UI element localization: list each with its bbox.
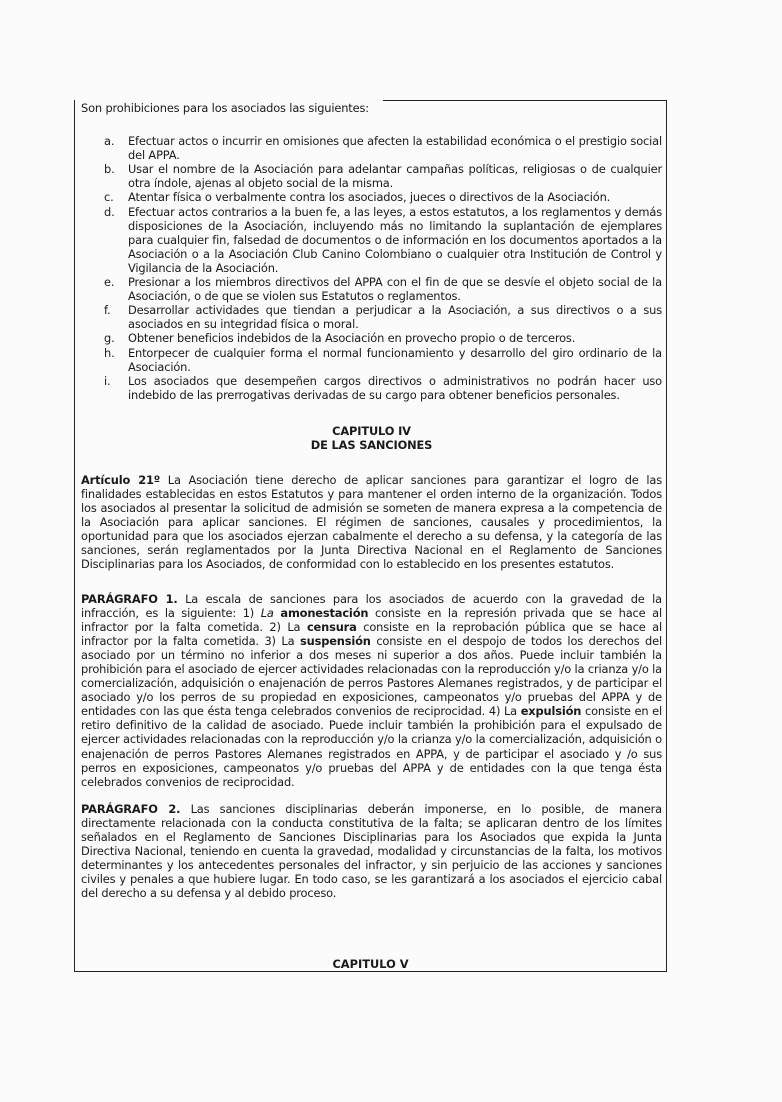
paragraph-text: consiste en la reprobación pública que se hace al infractor por la falta cometida. 3) La: [81, 619, 662, 648]
chapter-heading-next: CAPITULO V: [332, 957, 409, 971]
document-body: [81, 101, 662, 901]
list-letter: g.: [104, 331, 115, 346]
article-21: [81, 473, 662, 572]
list-item: [81, 346, 662, 374]
list-item-text: Atentar física o verbalmente contra los asociados, jueces o directivos de la Asociación.: [128, 190, 611, 205]
paragraph-text-italic: La: [260, 605, 274, 620]
paragraph-text: consiste en el despojo de todos los derechos del asociado por un término no inferior a dos meses ni superior a dos años. Puede incluir también la prohibición para el asociado de ejercer actividades relacionadas con la reproducción y/o la crianza y/o la comercialización, adquisición o enajenación de perros Pastores Alemanes registrados, y de participar el asociado y/o los perros de su propiedad en exposiciones, campeonatos y/o pruebas del APPA y de entidades con las que ésta tenga celebrados convenios de reciprocidad. 4) La: [81, 633, 662, 719]
chapter-number: CAPITULO IV: [332, 423, 411, 438]
list-item: [81, 134, 662, 162]
list-letter: e.: [104, 275, 115, 290]
list-letter: h.: [104, 345, 115, 360]
term-expulsion: expulsión: [520, 704, 582, 719]
list-item-text: Entorpecer de cualquier forma el normal funcionamiento y desarrollo del giro ordinario de la Asociación.: [128, 345, 662, 374]
prohibitions-list: [81, 134, 662, 402]
list-item-text: Los asociados que desempeñen cargos directivos o administrativos no podrán hacer uso indebido de las prerrogativas derivadas de su cargo para obtener beneficios personales.: [128, 373, 662, 402]
list-item-text: Efectuar actos o incurrir en omisiones que afecten la estabilidad económica o el prestigio social del APPA.: [128, 134, 662, 163]
paragraph-text: Las sanciones disciplinarias deberán imponerse, en lo posible, de manera directamente relacionada con la conducta constitutiva de la falta; se aplicaran dentro de los límites señalados en el Reglamento de Sanciones Disciplinarias para los Asociados que expida la Junta Directiva Nacional, teniendo en cuenta la gravedad, modalidad y circunstancias de la falta, los motivos determinantes y los antecedentes personales del infractor, y sin perjuicio de las acciones y sanciones civiles y penales a que hubiere lugar. En todo caso, se les garantizará a los asociados el ejercicio cabal del derecho a su defensa y al debido proceso.: [81, 801, 662, 901]
paragraph-label: PARÁGRAFO 2.: [81, 801, 181, 816]
list-item: [81, 374, 662, 402]
list-letter: i.: [104, 373, 111, 388]
list-item-text: Obtener beneficios indebidos de la Asociación en provecho propio o de terceros.: [128, 331, 576, 346]
paragraph-label: PARÁGRAFO 1.: [81, 591, 178, 606]
list-letter: a.: [104, 134, 115, 149]
chapter-heading: [81, 424, 662, 453]
paragraph-1: [81, 592, 662, 789]
term-amonestacion: amonestación: [280, 605, 369, 620]
list-letter: b.: [104, 162, 115, 177]
list-letter: f.: [104, 303, 111, 318]
paragraph-text: consiste en la represión privada que se hace al infractor por la falta cometida. 2) La: [81, 605, 662, 634]
list-letter: c.: [104, 190, 114, 205]
list-letter: d.: [104, 204, 115, 219]
list-item-text: Efectuar actos contrarios a la buen fe, a las leyes, a estos estatutos, a los reglamentos y demás disposiciones de la Asociación, incluyendo más no limitando la suplantación de ejemplares para cualquier fin, falsedad de documentos o de información en los documentos aportados a la Asociación o a la Asociación Club Canino Colombiano o cualquier otra Institución de Control y Vigilancia de la Asociación.: [128, 204, 662, 275]
article-text: La Asociación tiene derecho de aplicar sanciones para garantizar el logro de las finalidades establecidas en estos Estatutos y para mantener el orden interno de la organización. Todos los asociados al presentar la solicitud de admisión se someten de manera expresa a la competencia de la Asociación para aplicar sanciones. El régimen de sanciones, causales y procedimientos, la oportunidad para que los asociados ejerzan cabalmente el derecho a su defensa, y la categoría de las sanciones, serán reglamentados por la Junta Directiva Nacional en el Reglamento de Sanciones Disciplinarias para los Asociados, de conformidad con lo establecido en los presentes estatutos.: [81, 472, 662, 572]
paragraph-text: La escala de sanciones para los asociados de acuerdo con la gravedad de la infracción, es la siguiente: 1): [81, 591, 662, 620]
list-item: [81, 205, 662, 275]
paragraph-text: consiste en el retiro definitivo de la calidad de asociado. Puede incluir también la prohibición para el expulsado de ejercer actividades relacionadas con la reproducción y/o la crianza y/o la comercialización, adquisición o enajenación de perros Pastores Alemanes registrados en APPA, y de participar el asociado y /o sus perros en exposiciones, campeonatos y/o pruebas del APPA y de entidades con la que tenga ésta celebrados convenios de reciprocidad.: [81, 704, 662, 789]
list-item: [81, 331, 662, 345]
paragraph-2: [81, 802, 662, 901]
list-item: [81, 275, 662, 303]
list-item-text: Desarrollar actividades que tiendan a perjudicar a la Asociación, a sus directivos o a sus asociados en su integridad física o moral.: [128, 303, 662, 332]
article-label: Artículo 21º: [81, 472, 161, 487]
list-item: [81, 190, 662, 204]
list-item-text: Presionar a los miembros directivos del APPA con el fin de que se desvíe el objeto social de la Asociación, o de que se violen sus Estatutos o reglamentos.: [128, 275, 662, 304]
term-suspension: suspensión: [299, 633, 371, 648]
chapter-title: DE LAS SANCIONES: [310, 438, 433, 453]
list-item-text: Usar el nombre de la Asociación para adelantar campañas políticas, religiosas o de cualquier otra índole, ajenas al objeto social de la misma.: [128, 162, 662, 191]
term-censura: censura: [306, 619, 357, 634]
list-item: [81, 162, 662, 190]
prohibitions-intro: Son prohibiciones para los asociados las siguientes:: [81, 101, 369, 115]
list-item: [81, 303, 662, 331]
